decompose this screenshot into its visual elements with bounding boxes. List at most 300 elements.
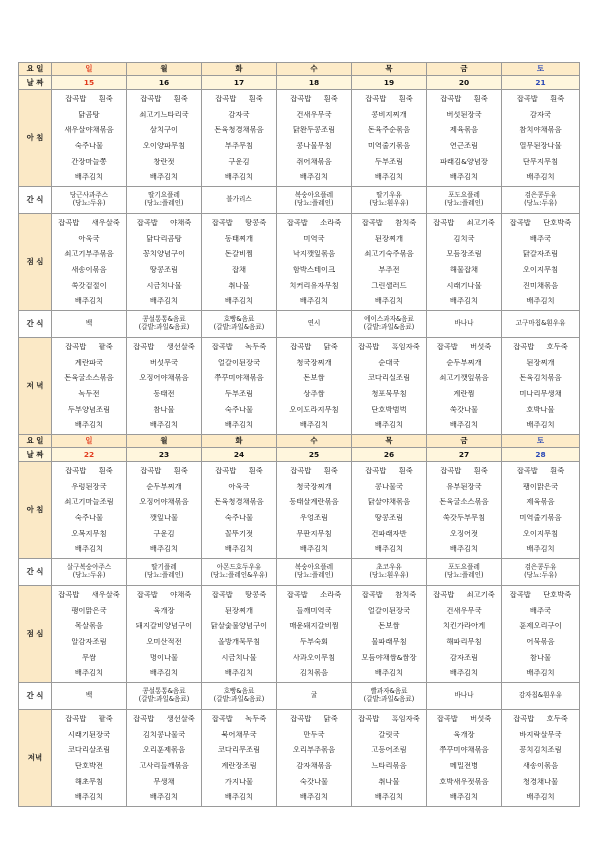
menu-item: 오리부추볶음	[292, 746, 336, 754]
weekday-name: 월	[160, 64, 168, 74]
weekday-cell	[502, 63, 580, 76]
weekday-cell	[202, 435, 277, 448]
menu-cell	[52, 710, 127, 807]
menu-item: 팽이맑은국	[71, 606, 107, 615]
menu-cell	[127, 214, 202, 311]
menu-item: 배추김치	[224, 793, 254, 801]
menu-cell	[502, 710, 580, 807]
dinner-row	[19, 338, 580, 435]
menu-items	[202, 462, 276, 558]
snack-cell	[352, 311, 427, 338]
menu-cell	[502, 586, 580, 683]
menu-item: 된장찌개	[526, 358, 555, 367]
menu-items	[127, 214, 201, 310]
rice-and-porridge: 잡곡밥 야채죽	[136, 219, 192, 227]
snack-cell	[277, 559, 352, 586]
snack-label	[19, 683, 52, 710]
rice-and-porridge: 잡곡밥 팥죽	[65, 715, 113, 723]
menu-item: 오미산적전	[146, 638, 182, 646]
snack-alt-note: (갈밭:과일&음료)	[138, 323, 190, 331]
menu-item: 쥐어채볶음	[296, 157, 332, 166]
rice-and-porridge: 잡곡밥 닭죽	[290, 343, 338, 351]
menu-item: 돈육주순볶음	[367, 126, 411, 134]
menu-item: 버섯된장국	[446, 110, 482, 119]
snack-item: 콩설통통&음료	[142, 687, 186, 696]
menu-item: 팽이맑은국	[522, 482, 559, 491]
menu-cell	[127, 90, 202, 187]
menu-item: 진미채볶음	[522, 281, 559, 290]
rice-and-porridge: 잡곡밥 단호박죽	[509, 219, 572, 227]
menu-cell	[277, 462, 352, 559]
menu-item: 꽁치양념구이	[142, 250, 186, 258]
menu-item: 감자채볶음	[296, 762, 332, 770]
weekday-name: 월	[160, 436, 168, 446]
menu-items	[502, 214, 579, 310]
meal-label	[19, 710, 52, 807]
menu-item: 순대국	[378, 358, 400, 367]
rice-and-porridge: 잡곡밥 참치죽	[361, 591, 417, 599]
menu-cell	[202, 214, 277, 311]
snack-cell	[52, 683, 127, 710]
menu-item: 고등어조림	[371, 746, 407, 754]
weekday-label-text: 요 일	[26, 436, 44, 446]
date-cell	[352, 76, 427, 90]
date-cell	[352, 448, 427, 462]
snack-item: 호빵&음료	[223, 315, 255, 324]
date-row	[19, 448, 580, 462]
weekday-row	[19, 435, 580, 448]
menu-item: 쑥갓나물	[449, 405, 479, 414]
snack-alt-note: (갈밭:과일&음료)	[213, 323, 265, 331]
meal-label-text: 아 침	[26, 505, 44, 515]
snack-item: 연시	[307, 319, 321, 328]
snack-cell	[202, 187, 277, 214]
weekday-header-label	[19, 435, 52, 448]
menu-item: 알감자조림	[71, 638, 107, 646]
menu-item: 열무된장나물	[519, 142, 562, 150]
menu-items	[352, 90, 426, 186]
lunch-row	[19, 214, 580, 311]
menu-items	[277, 338, 351, 434]
menu-item: 순두부찌개	[446, 358, 482, 367]
menu-items	[277, 710, 351, 806]
date-header-label	[19, 448, 52, 462]
menu-item: 간장마늘쫑	[71, 157, 107, 166]
menu-cell	[127, 586, 202, 683]
menu-item: 배추김치	[149, 545, 179, 553]
menu-item: 배추김치	[224, 297, 254, 305]
menu-items	[52, 214, 126, 310]
menu-item: 배추김치	[299, 793, 329, 801]
menu-cell	[352, 214, 427, 311]
date-row	[19, 76, 580, 90]
date-header-label	[19, 76, 52, 90]
snack-item: 아몬드호두우유	[216, 563, 262, 572]
menu-item: 숙주나물	[224, 405, 254, 414]
snack-item: 복숭아요플레	[294, 191, 334, 200]
menu-item: 땅콩조림	[149, 266, 179, 274]
date-cell	[52, 448, 127, 462]
menu-item: 배추김치	[224, 173, 254, 181]
snack-item: 포도요플레	[448, 563, 480, 572]
menu-item: 들깨미역국	[296, 606, 332, 615]
afternoon-snack-row	[19, 683, 580, 710]
snack-cell	[127, 311, 202, 338]
date-cell	[52, 76, 127, 90]
menu-items	[52, 90, 126, 186]
date-number: 20	[458, 77, 470, 87]
snack-label	[19, 311, 52, 338]
menu-item: 돈육굴소스볶음	[64, 374, 114, 382]
rice-and-porridge: 잡곡밥 흰죽	[440, 95, 488, 103]
snack-alt-note: (갈밭:과일&음료)	[138, 695, 190, 703]
rice-and-porridge: 잡곡밥 소라죽	[286, 591, 342, 599]
rice-and-porridge: 잡곡밥 흰죽	[65, 95, 113, 103]
menu-item: 목살볶음	[74, 622, 104, 630]
weekday-name: 일	[85, 436, 93, 446]
snack-cell	[502, 559, 580, 586]
menu-items	[427, 214, 501, 310]
menu-cell	[352, 462, 427, 559]
menu-item: 콩나물국	[374, 482, 404, 491]
menu-cell	[202, 586, 277, 683]
menu-item: 쇠고기숙주볶음	[364, 250, 414, 258]
meal-label-text: 점 심	[26, 257, 44, 267]
afternoon-snack-row	[19, 311, 580, 338]
weekday-name: 일	[85, 64, 93, 74]
menu-item: 된장찌개	[374, 234, 404, 243]
menu-item: 상추쌈	[303, 390, 325, 398]
menu-items	[502, 586, 579, 682]
menu-items	[427, 710, 501, 806]
date-number: 27	[458, 449, 470, 459]
menu-item: 시래기된장국	[67, 730, 111, 739]
menu-item: 동태찌개	[224, 234, 254, 243]
snack-alt-note: (갈밭:과일&음료)	[363, 695, 415, 703]
menu-item: 올방개묵무침	[217, 638, 261, 646]
snack-alt-note: (당뇨:플레인)	[444, 571, 484, 579]
menu-item: 배추김치	[374, 669, 404, 677]
menu-item: 돈육김치볶음	[519, 374, 562, 382]
menu-item: 모듬장조림	[446, 250, 482, 258]
menu-items	[427, 338, 501, 434]
rice-and-porridge: 잡곡밥 참치죽	[361, 219, 417, 227]
menu-items	[427, 90, 501, 186]
menu-items	[502, 338, 579, 434]
menu-item: 육개장	[153, 606, 175, 615]
menu-item: 쭈꾸미야채볶음	[214, 374, 264, 382]
menu-item: 오리훈제볶음	[142, 746, 186, 754]
meal-label	[19, 462, 52, 559]
weekday-cell	[202, 63, 277, 76]
date-cell	[202, 448, 277, 462]
menu-cell	[202, 90, 277, 187]
menu-item: 제육볶음	[449, 126, 479, 134]
menu-item: 쑥갓두부무침	[442, 514, 486, 522]
snack-item: 바나나	[454, 319, 474, 328]
snack-cell	[277, 311, 352, 338]
menu-item: 청포묵무침	[371, 390, 407, 398]
menu-item: 얼갈이된장국	[217, 358, 261, 367]
snack-item: 딸기플레	[151, 563, 177, 572]
menu-item: 시래기나물	[446, 281, 482, 290]
menu-cell	[52, 338, 127, 435]
menu-item: 시금치나물	[221, 653, 257, 662]
menu-item: 치커리유자무침	[289, 281, 339, 290]
menu-items	[127, 462, 201, 558]
menu-cell	[202, 338, 277, 435]
menu-item: 무판지무침	[296, 529, 332, 538]
menu-item: 사과오이무침	[292, 653, 336, 662]
snack-item: 블가리스	[226, 195, 252, 204]
snack-item: 감자칩&흰우유	[518, 691, 563, 700]
menu-item: 해파리무침	[446, 638, 482, 646]
breakfast-row	[19, 462, 580, 559]
menu-item: 쇠고기깻잎볶음	[439, 374, 489, 382]
menu-item: 배추김치	[374, 545, 404, 553]
date-number: 15	[83, 77, 95, 87]
snack-label-text: 간 식	[26, 691, 44, 701]
menu-item: 오이지무침	[522, 266, 559, 274]
menu-item: 쭈꾸미야채볶음	[439, 746, 489, 754]
rice-and-porridge: 잡곡밥 버섯죽	[436, 715, 492, 723]
rice-and-porridge: 잡곡밥 야채죽	[136, 591, 192, 599]
snack-alt-note: (당뇨:플레인)	[144, 199, 184, 207]
menu-item: 배추김치	[526, 545, 555, 553]
menu-items	[52, 462, 126, 558]
menu-item: 배추김치	[74, 297, 104, 305]
menu-item: 참나물	[153, 405, 175, 414]
weekday-name: 화	[235, 436, 243, 446]
menu-item: 연근조림	[449, 142, 479, 150]
snack-alt-note: (갈밭:과일&음료)	[363, 323, 415, 331]
rice-and-porridge: 잡곡밥 흰죽	[516, 95, 565, 103]
snack-cell	[127, 559, 202, 586]
menu-item: 닭완두콩조림	[292, 126, 336, 134]
menu-sheet	[18, 62, 579, 807]
menu-cell	[277, 214, 352, 311]
menu-item: 배추김치	[149, 793, 179, 801]
meal-label-text: 아 침	[26, 133, 44, 143]
menu-item: 그린샐러드	[371, 281, 407, 290]
menu-cell	[352, 90, 427, 187]
menu-item: 쑥갓겉절이	[71, 281, 107, 290]
meal-label	[19, 90, 52, 187]
date-number: 23	[158, 449, 170, 459]
date-cell	[427, 448, 502, 462]
weekday-name: 금	[460, 64, 468, 74]
menu-items	[352, 586, 426, 682]
weekday-name: 수	[310, 64, 318, 74]
menu-item: 오이지무침	[522, 529, 559, 538]
rice-and-porridge: 잡곡밥 호두죽	[513, 343, 568, 351]
menu-item: 참치야채볶음	[519, 126, 562, 134]
menu-item: 단호박범벅	[371, 405, 407, 414]
date-cell	[277, 76, 352, 90]
menu-cell	[52, 214, 127, 311]
menu-items	[277, 586, 351, 682]
menu-item: 배추김치	[299, 545, 329, 553]
meal-label-text: 저녁	[27, 753, 43, 763]
date-number: 26	[383, 449, 395, 459]
menu-item: 코다리실조림	[367, 374, 411, 382]
menu-item: 배추김치	[449, 421, 479, 429]
rice-and-porridge: 잡곡밥 흑임자죽	[358, 715, 420, 723]
morning-snack-row	[19, 187, 580, 214]
menu-item: 쇠고기느타리국	[139, 110, 189, 119]
breakfast-row	[19, 90, 580, 187]
menu-item: 배추김치	[374, 793, 404, 801]
menu-cell	[202, 710, 277, 807]
snack-item: 백	[85, 691, 93, 700]
menu-item: 오징어야채볶음	[139, 374, 189, 382]
menu-cell	[502, 90, 580, 187]
menu-item: 쇠고기마늘조림	[64, 498, 114, 506]
menu-cell	[427, 214, 502, 311]
weekday-cell	[352, 63, 427, 76]
snack-item: 고구마칩&흰우유	[515, 319, 566, 328]
menu-items	[352, 338, 426, 434]
menu-item: 얼갈이된장국	[367, 606, 411, 615]
menu-item: 김치국	[453, 234, 475, 243]
menu-cell	[52, 90, 127, 187]
weekday-name: 목	[385, 436, 393, 446]
menu-item: 북어채무국	[221, 730, 257, 739]
weekday-row	[19, 63, 580, 76]
weekday-cell	[427, 63, 502, 76]
menu-items	[502, 710, 579, 806]
menu-item: 돼지갈비양념구이	[135, 622, 193, 630]
menu-item: 숙갓나물	[299, 777, 329, 786]
weekday-cell	[127, 435, 202, 448]
menu-item: 계란파국	[74, 358, 104, 367]
menu-cell	[352, 586, 427, 683]
menu-item: 무쌈	[81, 653, 97, 662]
menu-item: 배추김치	[449, 793, 479, 801]
menu-item: 오징어젓	[449, 529, 479, 538]
menu-item: 두부조림	[224, 390, 254, 398]
menu-item: 청국장찌개	[296, 358, 332, 367]
menu-items	[352, 710, 426, 806]
snack-alt-note: (당뇨:두유)	[72, 571, 106, 579]
menu-items	[202, 586, 276, 682]
menu-items	[127, 710, 201, 806]
date-label-text: 날 짜	[26, 77, 44, 87]
date-cell	[502, 76, 580, 90]
menu-item: 배추국	[529, 234, 552, 243]
menu-cell	[502, 214, 580, 311]
menu-item: 잡채	[231, 266, 247, 274]
menu-item: 콩비지찌개	[371, 110, 407, 119]
rice-and-porridge: 잡곡밥 생선살죽	[133, 715, 195, 723]
menu-item: 배추김치	[74, 545, 104, 553]
weekday-header-label	[19, 63, 52, 76]
menu-item: 콩나물무침	[296, 142, 332, 150]
snack-item: 검은콩두유	[524, 563, 557, 572]
menu-item: 배추김치	[449, 545, 479, 553]
menu-items	[202, 338, 276, 434]
weekday-cell	[52, 435, 127, 448]
snack-cell	[202, 559, 277, 586]
menu-item: 배추김치	[224, 421, 254, 429]
menu-items	[52, 586, 126, 682]
snack-cell	[277, 683, 352, 710]
snack-cell	[427, 683, 502, 710]
date-number: 21	[535, 77, 546, 87]
menu-item: 미나리무생채	[519, 390, 562, 398]
snack-item: 복숭아요플레	[294, 563, 334, 572]
menu-item: 배추김치	[526, 421, 555, 429]
rice-and-porridge: 잡곡밥 새우살죽	[58, 219, 120, 227]
date-number: 25	[308, 449, 320, 459]
rice-and-porridge: 잡곡밥 호두죽	[513, 715, 568, 723]
snack-cell	[502, 683, 580, 710]
menu-cell	[427, 462, 502, 559]
meal-label-text: 저 녁	[26, 381, 44, 391]
menu-item: 느타리볶음	[371, 762, 407, 770]
menu-items	[352, 462, 426, 558]
menu-item: 배추국	[529, 606, 552, 615]
date-label-text: 날 짜	[26, 449, 44, 459]
snack-alt-note: (당뇨:플레인)	[144, 571, 184, 579]
menu-item: 물파래무침	[371, 638, 407, 646]
rice-and-porridge: 잡곡밥 흰죽	[140, 467, 188, 475]
snack-label	[19, 187, 52, 214]
menu-item: 단무지무침	[522, 157, 559, 166]
rice-and-porridge: 잡곡밥 땅콩죽	[211, 591, 267, 599]
menu-item: 무생채	[153, 777, 175, 786]
rice-and-porridge: 잡곡밥 흰죽	[290, 95, 338, 103]
menu-item: 구운김	[153, 529, 175, 538]
snack-cell	[52, 311, 127, 338]
snack-item: 초코우유	[376, 563, 402, 572]
menu-item: 호박나물	[526, 405, 555, 414]
menu-items	[127, 338, 201, 434]
menu-item: 갈릿국	[378, 730, 400, 739]
snack-label	[19, 559, 52, 586]
menu-item: 버섯무국	[149, 358, 179, 367]
menu-items	[52, 338, 126, 434]
rice-and-porridge: 잡곡밥 흰죽	[65, 467, 113, 475]
snack-alt-note: (당뇨:플레인)	[444, 199, 484, 207]
weekday-cell	[127, 63, 202, 76]
menu-item: 육개장	[453, 730, 475, 739]
menu-item: 모듬야채쌈&쌈장	[361, 653, 417, 662]
date-number: 22	[83, 449, 95, 459]
menu-item: 배추김치	[449, 669, 479, 677]
menu-cell	[427, 586, 502, 683]
weekday-name: 토	[536, 436, 545, 446]
date-number: 18	[308, 77, 320, 87]
snack-alt-note: (당뇨:플레인)	[294, 199, 334, 207]
snack-item: 에이스과자&음료	[364, 315, 414, 324]
snack-label-text: 간 식	[26, 319, 44, 329]
menu-item: 배추김치	[374, 297, 404, 305]
menu-item: 김치콩나물국	[142, 730, 186, 739]
menu-item: 숙주나물	[74, 514, 104, 522]
snack-cell	[427, 187, 502, 214]
menu-item: 땅콩조림	[374, 514, 404, 522]
rice-and-porridge: 잡곡밥 흰죽	[290, 467, 338, 475]
menu-item: 감자국	[529, 110, 552, 119]
rice-and-porridge: 잡곡밥 쇠고기죽	[433, 219, 495, 227]
menu-item: 미역줄기볶음	[367, 142, 411, 150]
rice-and-porridge: 잡곡밥 쇠고기죽	[433, 591, 495, 599]
menu-item: 고사리들깨볶음	[139, 762, 189, 770]
date-cell	[127, 76, 202, 90]
snack-label-text: 간 식	[26, 195, 44, 205]
menu-item: 배추김치	[149, 669, 179, 677]
